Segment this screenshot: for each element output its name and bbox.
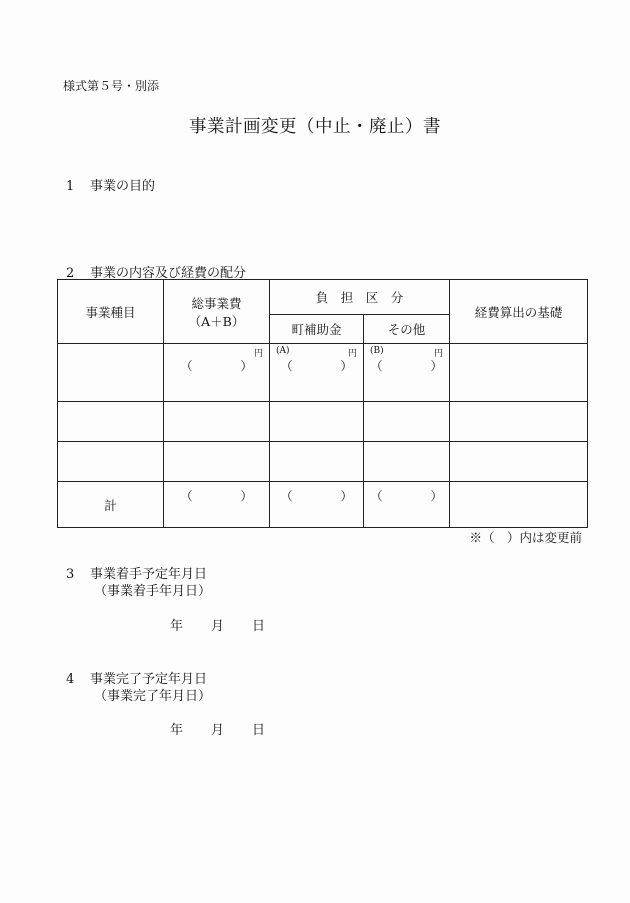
section-3-label: 事業着手予定年月日 <box>90 567 208 582</box>
section-4-sublabel: （事業完了年月日） <box>94 689 212 704</box>
day-label: 日 <box>252 619 266 634</box>
total-cell-basis[interactable] <box>450 482 588 528</box>
section-3-number: 3 <box>66 567 75 582</box>
cell-total[interactable] <box>164 344 270 402</box>
cell-total[interactable] <box>164 402 270 442</box>
header-project-type: 事業種目 <box>58 280 164 344</box>
prior-value-paren: （ ） <box>280 359 353 373</box>
table-total-row <box>58 482 588 528</box>
cell-town[interactable] <box>270 442 364 482</box>
section-1-heading <box>66 175 155 194</box>
table-row <box>58 402 588 442</box>
cell-total[interactable] <box>164 442 270 482</box>
month-label: 月 <box>211 723 225 738</box>
table-row <box>58 442 588 482</box>
header-town-subsidy: 町補助金 <box>270 315 364 344</box>
section-3-sublabel: （事業着手年月日） <box>94 584 212 599</box>
yen-unit: 円 <box>347 349 357 359</box>
total-cell-total[interactable] <box>164 482 270 528</box>
cell-type[interactable] <box>58 442 164 482</box>
cell-other[interactable] <box>364 344 450 402</box>
cell-basis[interactable] <box>450 344 588 402</box>
prior-value-paren: （ ） <box>370 359 443 373</box>
table-note: ※（ ）内は変更前 <box>469 530 582 545</box>
yen-unit: 円 <box>433 349 443 359</box>
cell-town[interactable] <box>270 344 364 402</box>
total-row-label: 計 <box>58 482 164 528</box>
section-2-label: 事業の内容及び経費の配分 <box>90 266 247 281</box>
cell-type[interactable] <box>58 344 164 402</box>
yen-unit: 円 <box>253 349 263 359</box>
cell-basis[interactable] <box>450 402 588 442</box>
label-b: (B) <box>370 346 384 356</box>
prior-value-paren: （ ） <box>370 489 443 503</box>
cell-other[interactable] <box>364 442 450 482</box>
section-1-number: 1 <box>66 179 75 194</box>
header-total-cost <box>164 280 270 344</box>
section-4-label: 事業完了予定年月日 <box>90 672 208 687</box>
month-label: 月 <box>211 619 225 634</box>
section-1-label: 事業の目的 <box>90 179 156 194</box>
header-burden-division: 負 担 区 分 <box>270 280 450 315</box>
prior-value-paren: （ ） <box>280 489 353 503</box>
cell-town[interactable] <box>270 402 364 442</box>
label-a: (A) <box>276 346 290 356</box>
year-label: 年 <box>170 723 184 738</box>
page-title: 事業計画変更（中止・廃止）書 <box>189 117 441 137</box>
start-date-field[interactable] <box>170 615 265 634</box>
cell-basis[interactable] <box>450 442 588 482</box>
form-number: 様式第５号・別添 <box>63 79 160 93</box>
year-label: 年 <box>170 619 184 634</box>
header-total-cost-formula: （A＋B） <box>188 313 245 329</box>
section-2-number: 2 <box>66 266 75 281</box>
total-cell-town[interactable] <box>270 482 364 528</box>
prior-value-paren: （ ） <box>180 359 253 373</box>
total-cell-other[interactable] <box>364 482 450 528</box>
day-label: 日 <box>252 723 266 738</box>
prior-value-paren: （ ） <box>180 489 253 503</box>
cell-type[interactable] <box>58 402 164 442</box>
expense-table <box>57 279 588 528</box>
header-other: その他 <box>364 315 450 344</box>
completion-date-field[interactable] <box>170 719 265 738</box>
header-total-cost-label: 総事業費 <box>191 295 242 311</box>
section-4-number: 4 <box>66 672 75 687</box>
header-cost-basis: 経費算出の基礎 <box>450 280 588 344</box>
table-row <box>58 344 588 402</box>
cell-other[interactable] <box>364 402 450 442</box>
